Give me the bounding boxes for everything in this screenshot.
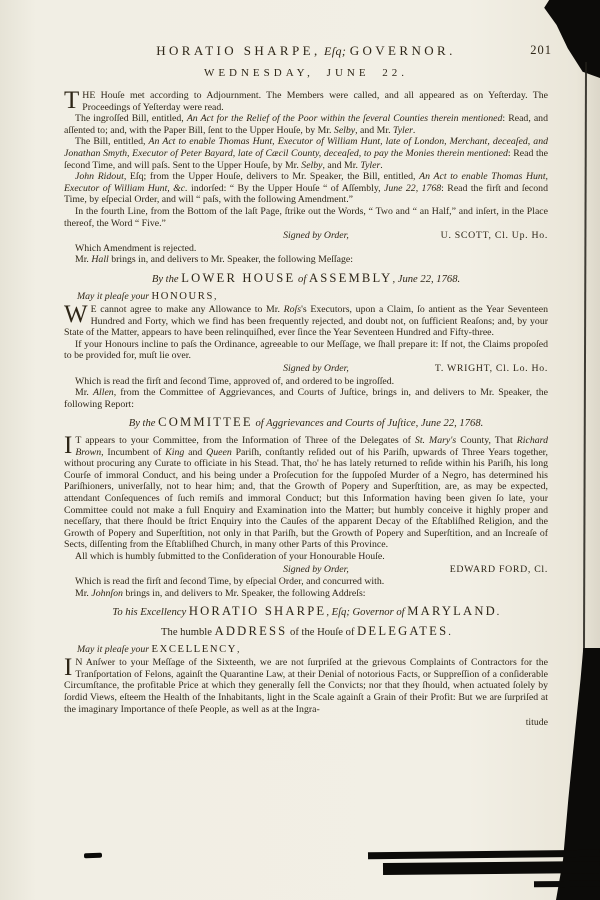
text-run: To his Excellency: [112, 607, 189, 619]
signed-by-order-label: Signed by Order,: [283, 230, 349, 242]
text-run: Richard Brown: [75, 435, 548, 458]
paragraph: [64, 171, 548, 206]
text-run: : Read the firſt and ſecond Time, by eſpecial Order, and will “ paſs, with the following Amendment.”: [64, 182, 548, 206]
text-run: , from the Committee of Aggrievances, and Courts of Juſtice, brings in, and delivers to Mr. Speaker, the following Report:: [64, 387, 548, 410]
paragraph: [64, 206, 548, 229]
text-run: brings in, and delivers to Mr. Speaker, the following Addreſs:: [122, 587, 366, 599]
text-run: King: [165, 446, 185, 458]
text-run: June 22, 1768: [384, 182, 442, 194]
text-run: In the fourth Line, from the Bottom of the laſt Page, ſtrike out the Words, “ Two and “ an Half,” and inſert, in the Place thereof, the Word “ Five.”: [64, 205, 548, 229]
text-run: Queen: [206, 446, 232, 458]
clerk-name: T. WRIGHT, Cl. Lo. Ho.: [434, 363, 548, 375]
paragraph: [64, 387, 548, 410]
text-run: Pariſh, conſtantly reſided out of his Pariſh, upwards of Three Years together, without procuring any Curate to officiate in his Stead. That, tho' he has lately returned to reſide within his Pariſh, his long Courſe of immoral Conduct, and his being under a Proſecution for the ſuppoſed Murder of a Negro, has determined his Pariſhioners, univerſally, not to hear him; and, that the Growth of Popery and Superſtition, are, as may be expected, attendant Conſequences of ſuch remiſs and immoral Conduct; but this Information having been given ſo late, your Committee could not make a full Enquiry and Examination into the Matter; but humbly conceive it highly proper and neceſſary, that there ſhould be ſtrict Enquiry into the Cauſes of the apparent Decay of the Eſtabliſhed Religion, and the Growth of Popery and Superſtition, not only in that Pariſh, but the Growth of Popery and Superſtition, and an Increaſe of Sects, diſſenting from the Eſtabliſhed Church, in many other Parts of this Province.: [64, 446, 549, 551]
text-run: , Eſq; Governor of: [326, 607, 408, 619]
text-run: Hall: [91, 254, 109, 266]
text-run: ,: [237, 643, 240, 655]
text-run: HONOURS: [151, 290, 214, 302]
signature-line: [64, 363, 548, 375]
text-run: The humble: [161, 626, 215, 638]
section-heading: [64, 270, 548, 286]
text-run: GOVERNOR.: [349, 43, 456, 58]
paragraph: [64, 376, 548, 388]
text-run: Selby: [333, 124, 356, 136]
paragraph: [64, 339, 548, 362]
catchword: titude: [525, 717, 548, 729]
text-run: HE Houſe met according to Adjournment. The Members were called, and all appeared as on Yeſterday. The Proceedings of Yeſterday were read.: [82, 90, 548, 113]
section-heading: [64, 606, 548, 619]
text-run: , Eſq; from the Upper Houſe, delivers to Mr. Speaker, the Bill, entitled,: [123, 171, 420, 183]
text-run: T appears to your Committee, from the Information of Three of the Delegates of: [75, 435, 415, 447]
text-run: County, That: [456, 435, 517, 447]
paragraph: [64, 576, 548, 588]
text-run: brings in, and delivers to Mr. Speaker, the following Meſſage:: [108, 254, 353, 266]
text-run: DELEGATES: [357, 623, 449, 638]
text-run: .: [496, 607, 500, 619]
text-run: Mr.: [75, 587, 92, 599]
salutation: [64, 644, 548, 656]
drop-cap: W: [64, 301, 88, 329]
page-title: [156, 42, 456, 59]
text-run: Selby: [301, 159, 323, 171]
text-run: Johnſon: [91, 587, 123, 599]
signature-line: [64, 564, 548, 576]
text-run: If your Honours incline to paſs the Ordinance, agreeable to our Meſſage, we ſhall prepare it: If not, the Claims propoſed to be provided for, muſt lie over.: [64, 338, 548, 362]
text-run: , and Mr.: [322, 159, 361, 171]
text-run: An Act to enable Thomas Hunt, Executor of William Hunt, late of London, Merchant, deceaſed, and Jonathan Smyth, Executor of Peter Bayard, late of Cæcil County, deceaſed, to pay the Monies therein mentioned: [64, 136, 548, 159]
text-run: By the: [151, 273, 182, 285]
paragraph: [64, 254, 548, 266]
text-run: Allen: [93, 387, 114, 399]
running-header: [64, 42, 552, 60]
text-run: St. Mary's: [414, 435, 457, 447]
text-run: , and Mr.: [355, 124, 393, 136]
text-run: The ingroſſed Bill, entitled,: [75, 113, 187, 125]
paragraph: [64, 551, 548, 563]
text-run: COMMITTEE: [158, 415, 253, 430]
salutation: [64, 291, 548, 303]
text-run: , Incumbent of: [101, 446, 166, 458]
text-run: ASSEMBLY: [308, 270, 393, 285]
clerk-name: U. SCOTT, Cl. Up. Ho.: [440, 230, 548, 242]
text-run: ,: [213, 290, 217, 302]
text-run: May it pleaſe your: [77, 643, 152, 655]
scan-artifact-ink-dash: [84, 853, 102, 859]
text-run: Tyler: [392, 124, 413, 136]
paragraph: [64, 654, 548, 715]
text-run: .: [448, 626, 451, 638]
text-run: Mr.: [75, 254, 92, 266]
scan-artifact-bottom-bar-2: [383, 861, 600, 875]
text-run: N Anſwer to your Meſſage of the Sixteenth, we are not ſurpriſed at the grievous Complaints of Contractors for the Tranſportation of Felons, againſt the Quarantine Law, at their Denial of notorious Facts, or Suppreſſion of a conſiderable Circumſtance, the profitable Price at which they generally ſell the Convicts; nor that they ſhould, when actuated ſolely by ſordid Views, eſteem the Health of the Inhabitants, light in the Scale againſt a Grain of their Profit: But we are ſurpriſed at the imaginary Importance of theſe People, as well as at the Ingra-: [64, 657, 548, 715]
page-number: 201: [530, 43, 552, 57]
text-run: John Ridout: [75, 171, 124, 183]
drop-cap: I: [64, 432, 73, 460]
text-run: of: [295, 273, 309, 285]
text-run: MARYLAND: [407, 604, 497, 619]
text-run: Which is read the firſt and ſecond Time, by eſpecial Order, and concurred with.: [75, 576, 385, 588]
signature-line: [64, 230, 548, 242]
text-run: Eſq;: [320, 44, 350, 58]
text-run: of Aggrievances and Courts of Juſtice, June 22, 1768.: [252, 418, 484, 430]
text-run: , June 22, 1768.: [392, 273, 461, 285]
paragraph: [64, 588, 548, 600]
text-run: : Read the ſecond Time, and will paſs. Sent to the Upper Houſe, by Mr.: [64, 147, 549, 171]
paragraph: [64, 243, 548, 255]
paragraph: [64, 136, 548, 171]
text-run: The Bill, entitled,: [75, 136, 149, 148]
text-run: Mr.: [75, 387, 94, 399]
text-run: By the: [128, 418, 159, 430]
text-run: LOWER HOUSE: [181, 270, 296, 285]
text-run: : Read, and aſſented to; and, with the Paper Bill, ſent to the Upper Houſe, by Mr.: [64, 113, 548, 136]
text-run: Roſs: [283, 304, 302, 316]
date-heading: WEDNESDAY, JUNE 22.: [203, 67, 409, 79]
paragraph: [64, 432, 549, 551]
text-run: .: [412, 124, 416, 136]
text-run: HORATIO SHARPE,: [156, 43, 321, 58]
text-run: indorſed: “ By the Upper Houſe “ of Aſſembly,: [187, 182, 384, 194]
text-run: 's Executors, upon a Claim, ſo antient as the Year Seventeen Hundred and Forty, which we find has been frequently rejected, and doubt not, on ſufficient Reaſons; and, by your State of the Matter, appears to have been relinquiſhed, ever ſince the Year Seventeen Hundred and Fifty-three.: [64, 304, 549, 339]
drop-cap: I: [64, 654, 73, 682]
scan-artifact-bottom-bar-3: [534, 881, 600, 887]
document-body: [64, 87, 549, 729]
signed-by-order-label: Signed by Order,: [283, 363, 349, 375]
text-run: and: [184, 446, 207, 458]
text-run: EXCELLENCY: [151, 643, 237, 655]
text-run: .: [380, 159, 383, 171]
text-run: Which Amendment is rejected.: [75, 242, 197, 254]
text-run: An Act for the Relief of the Poor within the ſeveral Counties therein mentioned: [186, 113, 503, 125]
paragraph: [64, 301, 549, 339]
text-run: of the Houſe of: [287, 626, 358, 638]
section-heading: [64, 417, 548, 430]
text-run: Which is read the firſt and ſecond Time, approved of, and ordered to be ingroſſed.: [75, 375, 395, 387]
text-run: ADDRESS: [214, 623, 288, 638]
text-run: Tyler: [360, 159, 381, 171]
text-run: E cannot agree to make any Allowance to Mr.: [90, 304, 284, 316]
paragraph: [64, 113, 548, 136]
text-run: All which is humbly ſubmitted to the Conſideration of your Honourable Houſe.: [75, 550, 385, 562]
section-heading: [64, 623, 548, 639]
paragraph: [64, 87, 548, 114]
text-run: HORATIO SHARPE: [188, 604, 327, 619]
signed-by-order-label: Signed by Order,: [283, 563, 349, 575]
drop-cap: T: [64, 87, 80, 114]
text-run: An Act to enable Thomas Hunt, Executor of William Hunt, &c.: [64, 171, 548, 194]
text-run: May it pleaſe your: [77, 290, 152, 302]
clerk-name: EDWARD FORD, Cl.: [449, 563, 548, 575]
